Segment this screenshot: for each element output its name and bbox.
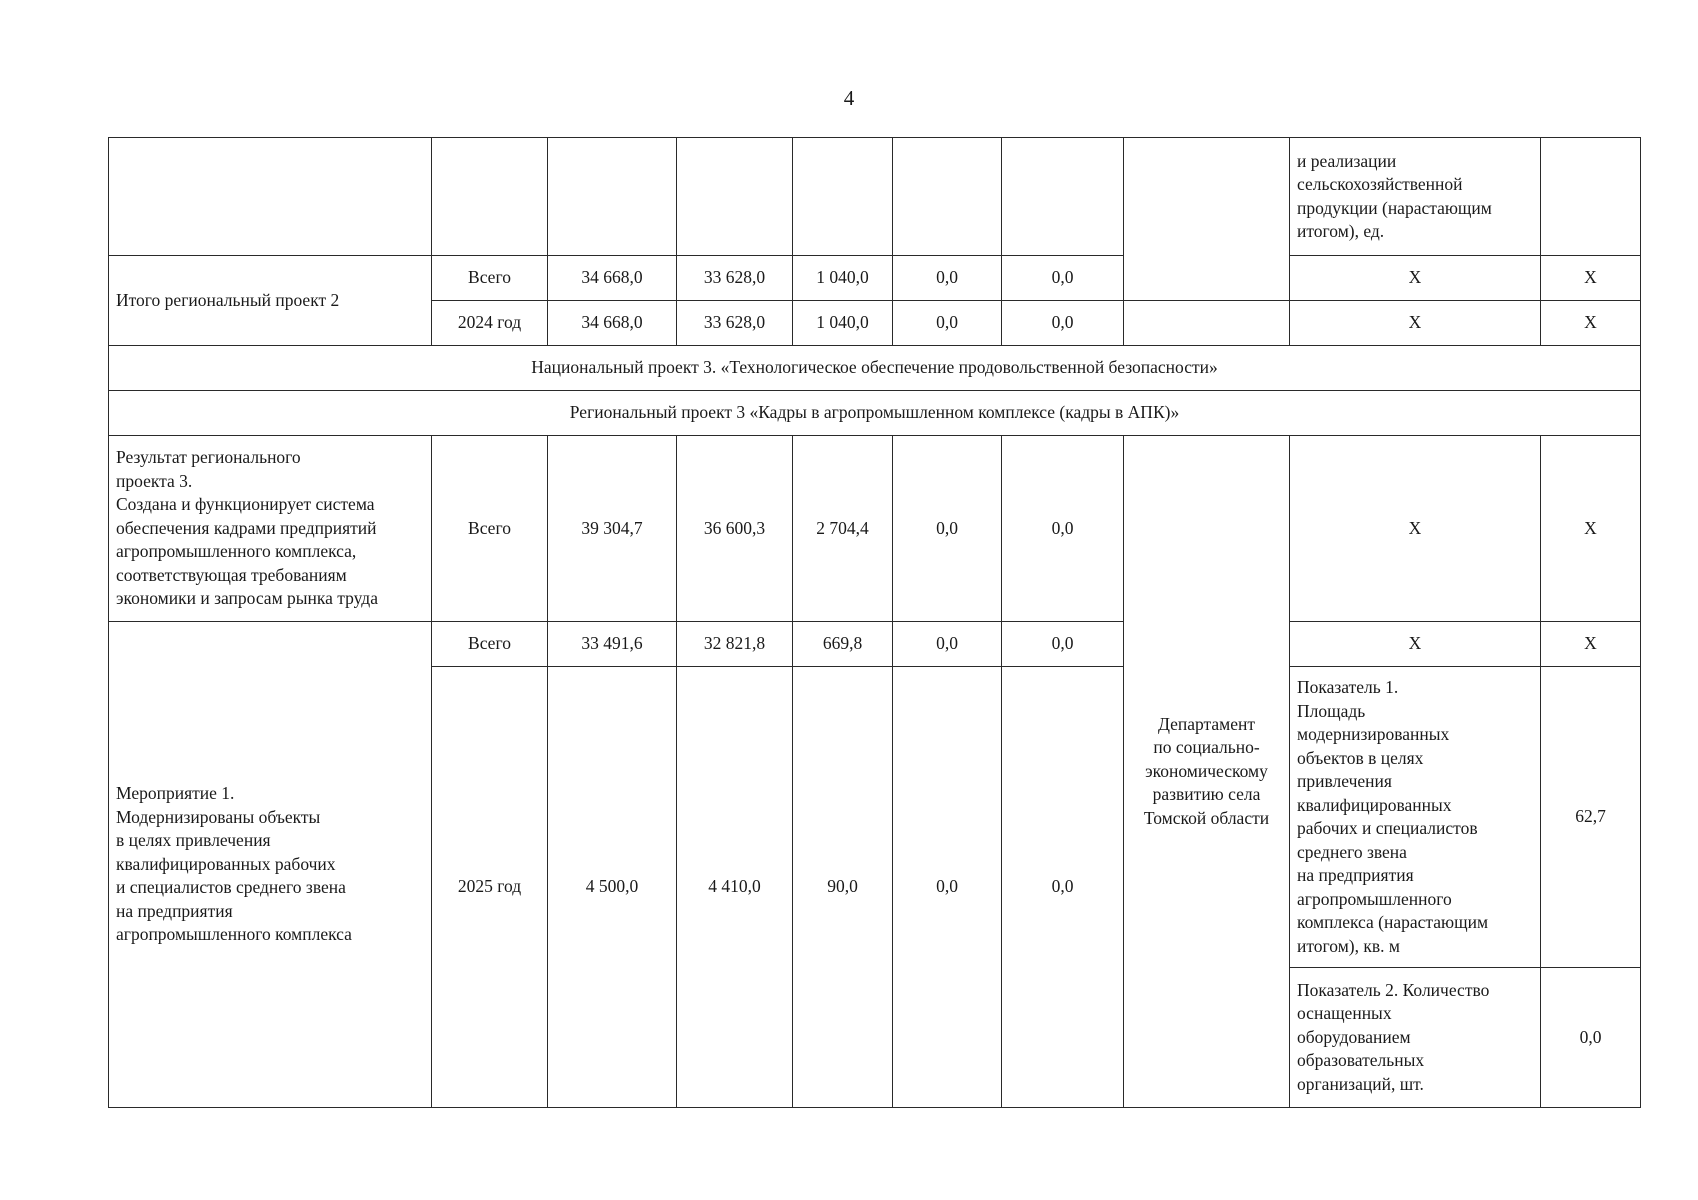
empty-cell [432,138,548,256]
value-total: 4 500,0 [548,667,677,1108]
value-total: 34 668,0 [548,256,677,301]
table-row-banner [109,346,1641,391]
table-row [109,622,1641,667]
value-regional: 1 040,0 [793,301,893,346]
indicator-value: 0,0 [1541,968,1641,1108]
value-total: 34 668,0 [548,301,677,346]
value-other: 0,0 [1002,301,1124,346]
value-local: 0,0 [893,301,1002,346]
value-other: 0,0 [1002,436,1124,622]
indicator-value: X [1541,301,1641,346]
value-federal: 32 821,8 [677,622,793,667]
empty-cell [677,138,793,256]
value-federal: 4 410,0 [677,667,793,1108]
period-cell: Всего [432,436,548,622]
row-name: Мероприятие 1. Модернизированы объекты в целях привлечения квалифицированных рабочих и специалистов среднего звена на предприятия агропромышленного комплекса [109,622,432,1108]
empty-cell [893,138,1002,256]
value-regional: 669,8 [793,622,893,667]
value-other: 0,0 [1002,667,1124,1108]
period-cell: 2024 год [432,301,548,346]
indicator-value: X [1541,622,1641,667]
indicator-cell: X [1290,436,1541,622]
responsible-cell-empty [1124,138,1290,301]
page-number: 4 [843,86,855,110]
indicator-cell: X [1290,622,1541,667]
value-regional: 2 704,4 [793,436,893,622]
value-local: 0,0 [893,622,1002,667]
value-federal: 33 628,0 [677,301,793,346]
period-cell: Всего [432,622,548,667]
table-row [109,436,1641,622]
responsible-department: Департамент по социально- экономическому развитию села Томской области [1124,436,1290,1108]
table-row-continuation [109,138,1641,256]
indicator-text: и реализации сельскохозяйственной продукции (нарастающим итогом), ед. [1290,138,1541,256]
empty-cell [548,138,677,256]
responsible-cell-empty [1124,301,1290,346]
table-row [109,256,1641,301]
indicator-value: X [1541,256,1641,301]
budget-table [108,137,1641,1108]
indicator-value: 62,7 [1541,667,1641,968]
value-federal: 33 628,0 [677,256,793,301]
period-cell: 2025 год [432,667,548,1108]
value-local: 0,0 [893,667,1002,1108]
value-federal: 36 600,3 [677,436,793,622]
row-name: Результат регионального проекта 3. Создана и функционирует система обеспечения кадрами предприятий агропромышленного комплекса, соответствующая требованиям экономики и запросам рынка труда [109,436,432,622]
indicator-text: Показатель 1. Площадь модернизированных объектов в целях привлечения квалифицированных рабочих и специалистов среднего звена на предприятия агропромышленного комплекса (нарастающим итогом), кв. м [1290,667,1541,968]
value-regional: 1 040,0 [793,256,893,301]
indicator-value: X [1541,436,1641,622]
regional-project-title: Региональный проект 3 «Кадры в агропромышленном комплексе (кадры в АПК)» [109,391,1641,436]
empty-cell [793,138,893,256]
indicator-cell: X [1290,256,1541,301]
empty-cell [1002,138,1124,256]
value-regional: 90,0 [793,667,893,1108]
value-total: 39 304,7 [548,436,677,622]
value-local: 0,0 [893,436,1002,622]
table-row-banner [109,391,1641,436]
value-other: 0,0 [1002,256,1124,301]
national-project-title: Национальный проект 3. «Технологическое обеспечение продовольственной безопасности» [109,346,1641,391]
value-local: 0,0 [893,256,1002,301]
indicator-cell: X [1290,301,1541,346]
row-name: Итого региональный проект 2 [109,256,432,346]
value-other: 0,0 [1002,622,1124,667]
period-cell: Всего [432,256,548,301]
empty-cell [109,138,432,256]
empty-cell [1541,138,1641,256]
indicator-text: Показатель 2. Количество оснащенных оборудованием образовательных организаций, шт. [1290,968,1541,1108]
value-total: 33 491,6 [548,622,677,667]
